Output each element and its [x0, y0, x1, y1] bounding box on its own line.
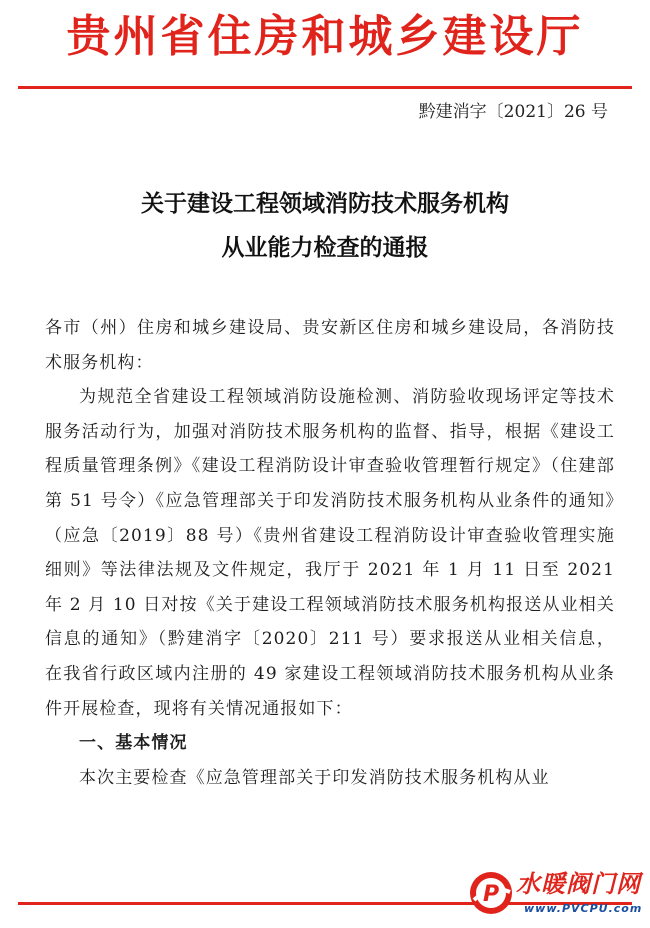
title-line-2: 从业能力检查的通报 [221, 235, 429, 261]
document-title [0, 182, 650, 270]
letterhead [0, 0, 650, 85]
site-watermark [468, 866, 643, 922]
salutation: 各市（州）住房和城乡建设局、贵安新区住房和城乡建设局，各消防技术服务机构： [45, 318, 615, 373]
paragraph-1: 为规范全省建设工程领域消防设施检测、消防验收现场评定等技术服务活动行为，加强对消防技术服务机构的监督、指导，根据《建设工程质量管理条例》《建设工程消防设计审查验收管理暂行规定》（住建部第 51 号令）《应急管理部关于印发消防技术服务机构从业条件的通知》（应急〔2019〕88 号）《贵州省建设工程消防设计审查验收管理实施细则》等法律法规及文件规定，我厅于 2021 年 1 月 11 日至 2021 年 2 月 10 日对按《关于建设工程领域消防技术服务机构报送从业相关信息的通知》（黔建消字〔2020〕211 号）要求报送从业相关信息，在我省行政区域内注册的 49 家建设工程领域消防技术服务机构从业条件开展检查，现将有关情况通报如下： [45, 387, 615, 719]
paragraph-2: 本次主要检查《应急管理部关于印发消防技术服务机构从业 [79, 767, 550, 788]
document-body [45, 311, 615, 795]
title-line-1: 关于建设工程领域消防技术服务机构 [141, 191, 509, 217]
header-red-rule [18, 86, 632, 89]
section-heading-basic: 一、基本情况 [79, 733, 188, 754]
agency-name: 贵州省住房和城乡建设厅 [66, 11, 584, 62]
watermark-site-name: 水暖阀门网 [516, 870, 641, 898]
document-number: 黔建消字〔2021〕26 号 [418, 102, 608, 122]
watermark-logo-icon [468, 870, 514, 916]
watermark-url: www.PVCPU.com [524, 902, 643, 915]
watermark-logo-letter: P [482, 882, 500, 907]
